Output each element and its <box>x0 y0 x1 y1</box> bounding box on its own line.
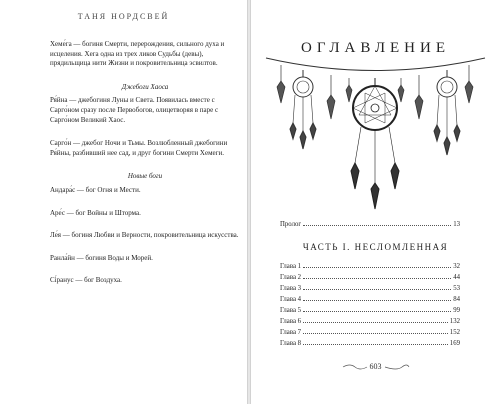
toc-row[interactable] <box>280 274 460 285</box>
garland-string-icon <box>266 58 485 71</box>
toc-leader-dots <box>303 332 448 334</box>
toc-label: Глава 5 <box>280 307 302 314</box>
toc-prologue[interactable] <box>280 221 460 228</box>
part-heading: ЧАСТЬ I. НЕСЛОМЛЕННАЯ <box>302 242 449 252</box>
toc-label: Глава 3 <box>280 285 302 292</box>
dreamcatcher-small-right-icon <box>434 70 460 155</box>
flourish-left-icon <box>342 363 368 371</box>
god-entry: Ранла́йн — богиня Воды и Морей. <box>50 253 153 262</box>
toc-leader-dots <box>303 266 451 268</box>
toc-prologue-page: 13 <box>453 221 460 228</box>
dreamcatcher-small-left-icon <box>290 70 316 149</box>
dreamcatcher-large-icon <box>351 78 399 209</box>
glossary-entry-sargon: Сарго́н — джебог Ночи и Тьмы. Возлюбленный джебогини Ря́йны, разбивший нее сад, и друг богини Смерти Хемеги. <box>50 139 228 157</box>
toc-leader-dots <box>303 299 451 301</box>
page-number <box>251 362 500 371</box>
toc-page: 99 <box>453 307 460 314</box>
toc-row[interactable] <box>280 307 460 318</box>
toc-leader-dots <box>303 288 451 290</box>
toc-leader-dots <box>303 224 451 226</box>
toc-page: 44 <box>453 274 460 281</box>
toc-row[interactable] <box>280 263 460 274</box>
god-entry: Аре́с — бог Войны и Шторма. <box>50 208 141 217</box>
toc-row[interactable] <box>280 296 460 307</box>
table-of-contents <box>280 263 460 351</box>
toc-label: Глава 4 <box>280 296 302 303</box>
toc-leader-dots <box>303 277 451 279</box>
toc-row[interactable] <box>280 285 460 296</box>
toc-page: 132 <box>449 318 460 325</box>
running-header: ТАНЯ НОРДСВЕЙ <box>77 12 170 21</box>
toc-leader-dots <box>303 310 451 312</box>
toc-row[interactable] <box>280 329 460 340</box>
glossary-entry-hemega: Хеме́га — богиня Смерти, перерождения, сильного духа и исцеления. Хега одна из трех ликов Судьбы (девы), прядильщица нити Жизни и покровительница эсвилтов. <box>50 40 225 68</box>
god-entry: Ле́я — богиня Любви и Верности, покровительница искусства. <box>50 231 239 240</box>
toc-label: Глава 2 <box>280 274 302 281</box>
page-number-text: 603 <box>369 362 382 371</box>
toc-page: 84 <box>453 296 460 303</box>
glossary-entry-ryaina: Ря́йна — джебогиня Луны и Света. Появилась вместе с Сарго́ном сразу после Первобогов, олицетворяя в паре с Сарго́ном Великий Хаос. <box>50 96 219 124</box>
toc-prologue-label: Пролог <box>280 221 302 228</box>
section-heading-new-gods: Новые боги <box>127 172 163 181</box>
page-title: ОГЛАВЛЕНИЕ <box>301 40 450 56</box>
toc-label: Глава 7 <box>280 329 302 336</box>
dreamcatcher-illustration <box>251 53 500 213</box>
flourish-right-icon <box>384 363 410 371</box>
toc-row[interactable] <box>280 318 460 329</box>
toc-label: Глава 8 <box>280 340 302 347</box>
toc-label: Глава 6 <box>280 318 302 325</box>
toc-page: 152 <box>449 329 460 336</box>
toc-page: 53 <box>453 285 460 292</box>
toc-leader-dots <box>303 321 448 323</box>
toc-row[interactable] <box>280 340 460 351</box>
toc-leader-dots <box>303 343 448 345</box>
toc-label: Глава 1 <box>280 263 302 270</box>
god-entry: Сі́ранус — бог Воздуха. <box>50 276 122 285</box>
toc-page: 32 <box>453 263 460 270</box>
glossary <box>50 40 240 299</box>
section-heading-chaos: Джебоги Хаоса <box>121 82 169 91</box>
god-entry: Андара́с — бог Огня и Мести. <box>50 185 141 194</box>
toc-page: 169 <box>449 340 460 347</box>
